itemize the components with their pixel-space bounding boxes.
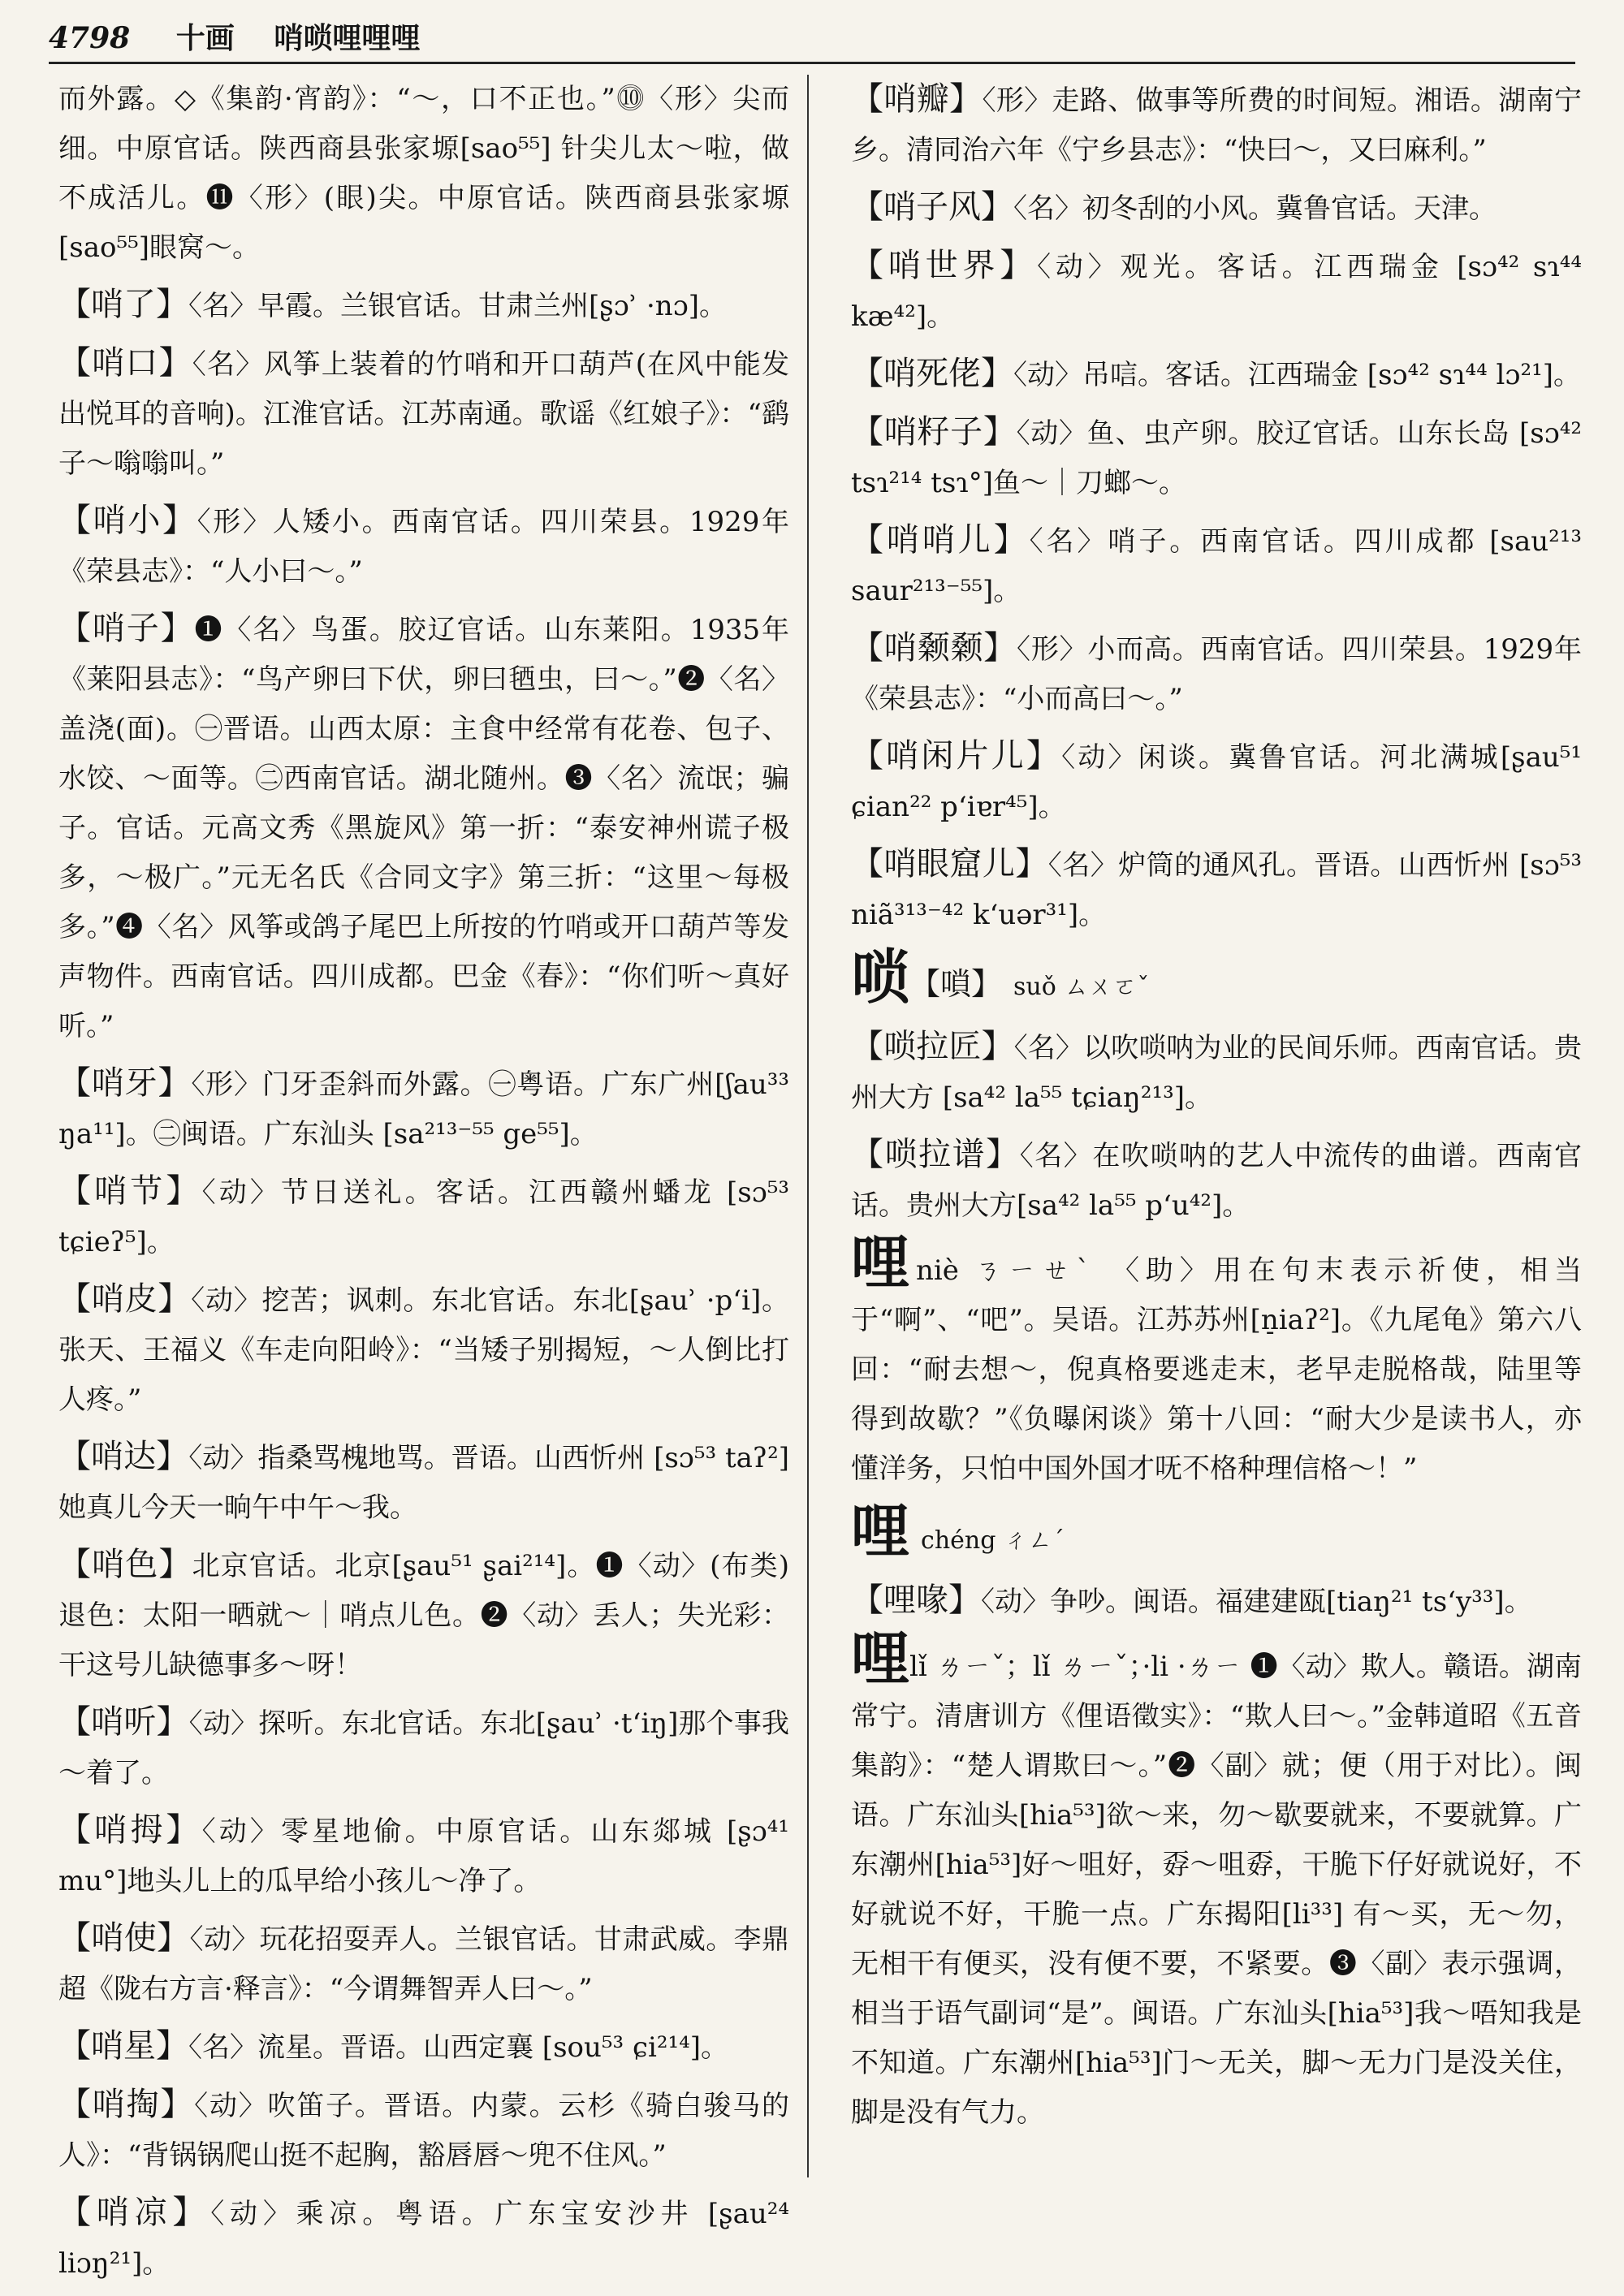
entry-headword: 【哨颡颡】: [851, 629, 1017, 667]
page-number: 4798: [49, 21, 131, 55]
entry-text: 〈动〉指桑骂槐地骂。晋语。山西忻州 [sɔ⁵³ taʔ²]她真儿今天一晌午中午～我。: [58, 1442, 790, 1524]
entry: [58, 280, 789, 331]
entry-text: 〈名〉炉筒的通风孔。晋语。山西忻州 [sɔ⁵³ niã³¹³⁻⁴² k‘uər³¹]。: [851, 849, 1582, 931]
entry-text: 〈动〉观光。客话。江西瑞金 [sɔ⁴² sɿ⁴⁴ kæ⁴²]。: [851, 251, 1583, 333]
entry-headword: 【哨凉】: [58, 2194, 211, 2231]
entry-text: 〈动〉乘凉。粤语。广东宝安沙井 [ʂau²⁴ liɔŋ²¹]。: [58, 2198, 790, 2280]
right-column: [851, 75, 1582, 2145]
entry-headword: 【唢拉谱】: [851, 1136, 1020, 1173]
entry-headword: 【哨达】: [58, 1438, 189, 1475]
entry: [851, 408, 1582, 508]
entry-headword: 【哨闲片儿】: [851, 737, 1062, 775]
char-entry-li: [851, 1625, 1582, 2138]
entry: [58, 496, 789, 597]
entry: [58, 1167, 789, 1267]
entry: [851, 349, 1582, 400]
entry-text: 〈形〉小而高。西南官话。四川荣县。1929年《荣县志》：“小而高曰～。”: [851, 633, 1582, 715]
entry-headword: 【哨眼窟儿】: [851, 845, 1048, 883]
entry-headword: 【哩喙】: [851, 1582, 981, 1619]
entry-headword: 【哨星】: [58, 2027, 188, 2065]
entry-text: 〈动〉节日送礼。客话。江西赣州蟠龙 [sɔ⁵³ tɕieʔ⁵]。: [58, 1176, 789, 1258]
entry-text: 而外露。◇《集韵·宵韵》：“～，口不正也。”⓾〈形〉尖而细。中原官话。陕西商县张家塬[sao⁵⁵] 针尖儿太～啦，做不成活儿。⓫〈形〉(眼)尖。中原官话。陕西商县张家塬[sao⁵⁵]眼窝～。: [58, 83, 789, 264]
entry: [58, 1059, 789, 1159]
entry-text: 北京官话。北京[ʂau⁵¹ ʂai²¹⁴]。❶〈动〉(布类)退色：太阳一晒就～｜哨点儿色。❷〈动〉丢人；失光彩：干这号儿缺德事多～呀！: [58, 1550, 789, 1681]
entry: [851, 241, 1582, 342]
entry-text: 〈形〉门牙歪斜而外露。㊀粤语。广东广州[ʃau³³ ŋa¹¹]。㊁闽语。广东汕头 [sa²¹³⁻⁵⁵ ge⁵⁵]。: [58, 1068, 790, 1150]
entry-headword: 【哨瓣】: [851, 80, 983, 118]
entry-headword: 【哨口】: [58, 344, 192, 382]
entry-headword: 【哨籽子】: [851, 413, 1017, 451]
entry-text: 〈动〉吹笛子。晋语。内蒙。云杉《骑白骏马的人》：“背锅锅爬山挺不起胸，豁唇唇～兜不住风。”: [58, 2090, 790, 2172]
head-char: 哩: [851, 1228, 916, 1297]
char-heading-cheng: [851, 1497, 1582, 1571]
entry: [851, 75, 1582, 175]
chapter-label: 十画: [175, 21, 235, 55]
entry-text: 〈动〉挖苦；讽刺。东北官话。东北[ʂauʾ ·p‘i]。张天、王福义《车走向阳岭》：“当矮子别揭短，～人倒比打人疼。”: [58, 1284, 789, 1416]
head-char: 哩: [851, 1497, 910, 1565]
entry-headword: 【哨小】: [58, 502, 197, 539]
entry-headword: 【唢拉匠】: [851, 1028, 1014, 1065]
entry: [851, 1576, 1582, 1627]
entry-headword: 【哨死佬】: [851, 355, 1013, 392]
entry-headword: 【哨皮】: [58, 1280, 192, 1318]
pronunciation: lǐ ㄌㄧˇ；lǐ ㄌㄧˇ；·li ·ㄌㄧ: [909, 1651, 1242, 1683]
entry-headword: 【哨牙】: [58, 1064, 192, 1102]
entry-text: 〈动〉玩花招耍弄人。兰银官话。甘肃武威。李鼎超《陇右方言·释言》：“今谓舞智弄人曰～。”: [58, 1923, 790, 2005]
entry-headword: 【哨了】: [58, 286, 188, 323]
entry: [851, 183, 1582, 234]
traditional-form: 【嗩】: [909, 966, 1003, 1002]
pronunciation: niè ㄋㄧㄝˋ: [915, 1254, 1097, 1287]
entry-headword: 【哨掏】: [58, 2086, 195, 2123]
entry: [58, 1275, 789, 1425]
entry-headword: 【哨哨儿】: [851, 521, 1030, 559]
entry-text: 〈动〉鱼、虫产卵。胶辽官话。山东长岛 [sɔ⁴² tsɿ²¹⁴ tsɿ°]鱼～｜刀螂～。: [851, 417, 1582, 499]
entry: [58, 1806, 789, 1906]
head-char: 唢: [851, 943, 910, 1012]
entry-text: 〈名〉在吹唢呐的艺人中流传的曲谱。西南官话。贵州大方[sa⁴² la⁵⁵ p‘u⁴²]。: [851, 1140, 1583, 1222]
entry-headword: 【哨色】: [58, 1546, 192, 1583]
entry-text: ❶〈动〉欺人。赣语。湖南常宁。清唐训方《俚语徵实》：“欺人曰～。”金韩道昭《五音集韵》：“楚人谓欺曰～。”❷〈副〉就；便（用于对比）。闽语。广东汕头[hia⁵³]欲～来，勿～歇要就来，不要就算。广东潮州[hia⁵³]好～咀好，孬～咀孬，干脆下仔好就说好，不好就说不好，干脆一点。广东揭阳[li³³] 有～买，无～勿，无相干有便买，没有便不要，不紧要。❸〈副〉表示强调，相当于语气副词“是”。闽语。广东汕头[hia⁵³]我～唔知我是不知道。广东潮州[hia⁵³]门～无关，脚～无力门是没关住，脚是没有气力。: [851, 1651, 1582, 2129]
entry: [58, 2080, 789, 2181]
entry: [851, 839, 1582, 940]
entry-headword: 【哨子风】: [851, 188, 1013, 226]
pronunciation: suǒ ㄙㄨㄛˇ: [1013, 973, 1150, 1001]
char-heading-suo: [851, 943, 1582, 1017]
entry-text: 〈形〉人矮小。西南官话。四川荣县。1929年《荣县志》：“人小曰～。”: [58, 506, 790, 588]
entry-headword: 【哨子】: [58, 610, 195, 647]
column-divider: [807, 75, 809, 2177]
entry-text: 〈动〉探听。东北官话。东北[ʂauʾ ·t‘iŋ]那个事我～着了。: [58, 1707, 790, 1789]
entry-text: 〈动〉零星地偷。中原官话。山东郯城 [ʂɔ⁴¹ mu°]地头儿上的瓜早给小孩儿～净了。: [58, 1815, 789, 1897]
pronunciation: chéng ㄔㄥˊ: [921, 1526, 1065, 1555]
left-column: [58, 75, 789, 2296]
entry-text: 〈名〉早霞。兰银官话。甘肃兰州[ʂɔʾ ·nɔ]。: [188, 290, 728, 322]
entry: [58, 2022, 789, 2073]
entry-text: 〈动〉吊唁。客话。江西瑞金 [sɔ⁴² sɿ⁴⁴ lɔ²¹]。: [1013, 359, 1581, 391]
entry: [58, 339, 789, 489]
entry: [58, 2188, 789, 2289]
entry-text: ❶〈名〉鸟蛋。胶辽官话。山东莱阳。1935年《莱阳县志》：“鸟产卵曰下伏，卵曰毢虫，曰～。”❷〈名〉盖浇(面)。㊀晋语。山西太原：主食中经常有花卷、包子、水饺、～面等。㊁西南官话。湖北随州。❸〈名〉流氓；骗子。官话。元高文秀《黑旋风》第一折：“泰安神州谎子极多，～极广。”元无名氏《合同文字》第三折：“这里～每极多。”❹〈名〉风筝或鸽子尾巴上所按的竹哨或开口葫芦等发声物件。西南官话。四川成都。巴金《春》：“你们听～真好听。”: [58, 614, 790, 1042]
entry: [58, 1432, 789, 1533]
entry: [851, 732, 1582, 832]
entry-text: 〈名〉流星。晋语。山西定襄 [sou⁵³ ɕi²¹⁴]。: [188, 2031, 729, 2064]
entry-headword: 【哨听】: [58, 1703, 189, 1741]
entry-text: 〈动〉争吵。闽语。福建建瓯[tiaŋ²¹ ts‘y³³]。: [981, 1586, 1532, 1618]
entry-text: 〈形〉走路、做事等所费的时间短。湘语。湖南宁乡。清同治六年《宁乡县志》：“快曰～，又曰麻利。”: [851, 84, 1583, 166]
entry: [851, 516, 1582, 616]
entry-text: 〈名〉初冬刮的小风。冀鲁官话。天津。: [1013, 192, 1497, 225]
entry-text: 〈名〉哨子。西南官话。四川成都 [sau²¹³ saur²¹³⁻⁵⁵]。: [851, 525, 1582, 607]
page-header: [49, 15, 1575, 64]
entry-headword: 【哨使】: [58, 1919, 190, 1957]
entry-text: 〈名〉风筝上装着的竹哨和开口葫芦(在风中能发出悦耳的音响)。江淮官话。江苏南通。歌谣《红娘子》：“鹞子～嗡嗡叫。”: [58, 348, 790, 480]
entry-text: 〈助〉用在句末表示祈使，相当于“啊”、“吧”。吴语。江苏苏州[n̠iaʔ²]。《九尾龟》第六八回：“耐去想～，倪真格要逃走末，老早走脱格哉，陆里等得到故歇？”《负曝闲谈》第十八回：“耐大少是读书人，亦懂洋务，只怕中国外国才呒不格种理信格～！”: [851, 1254, 1583, 1485]
entry: [58, 604, 789, 1051]
entry: [58, 1698, 789, 1798]
entry-continuation: [58, 75, 789, 273]
entry: [58, 1540, 789, 1690]
entry-text: 〈名〉以吹唢呐为业的民间乐师。西南官话。贵州大方 [sa⁴² la⁵⁵ tɕiaŋ²¹³]。: [851, 1032, 1583, 1114]
entry: [851, 1022, 1582, 1123]
char-entry-nie: [851, 1228, 1583, 1494]
entry-text: 〈动〉闲谈。冀鲁官话。河北满城[ʂau⁵¹ ɕian²² p‘iɐr⁴⁵]。: [851, 741, 1583, 823]
entry-headword: 【哨世界】: [851, 247, 1038, 284]
entry-headword: 【哨节】: [58, 1172, 202, 1210]
entry: [58, 1914, 789, 2014]
entry: [851, 1130, 1582, 1231]
entry: [851, 624, 1582, 724]
entry-headword: 【哨拇】: [58, 1811, 202, 1849]
header-chars: 哨唢哩哩哩: [274, 21, 421, 55]
head-char: 哩: [851, 1625, 910, 1693]
